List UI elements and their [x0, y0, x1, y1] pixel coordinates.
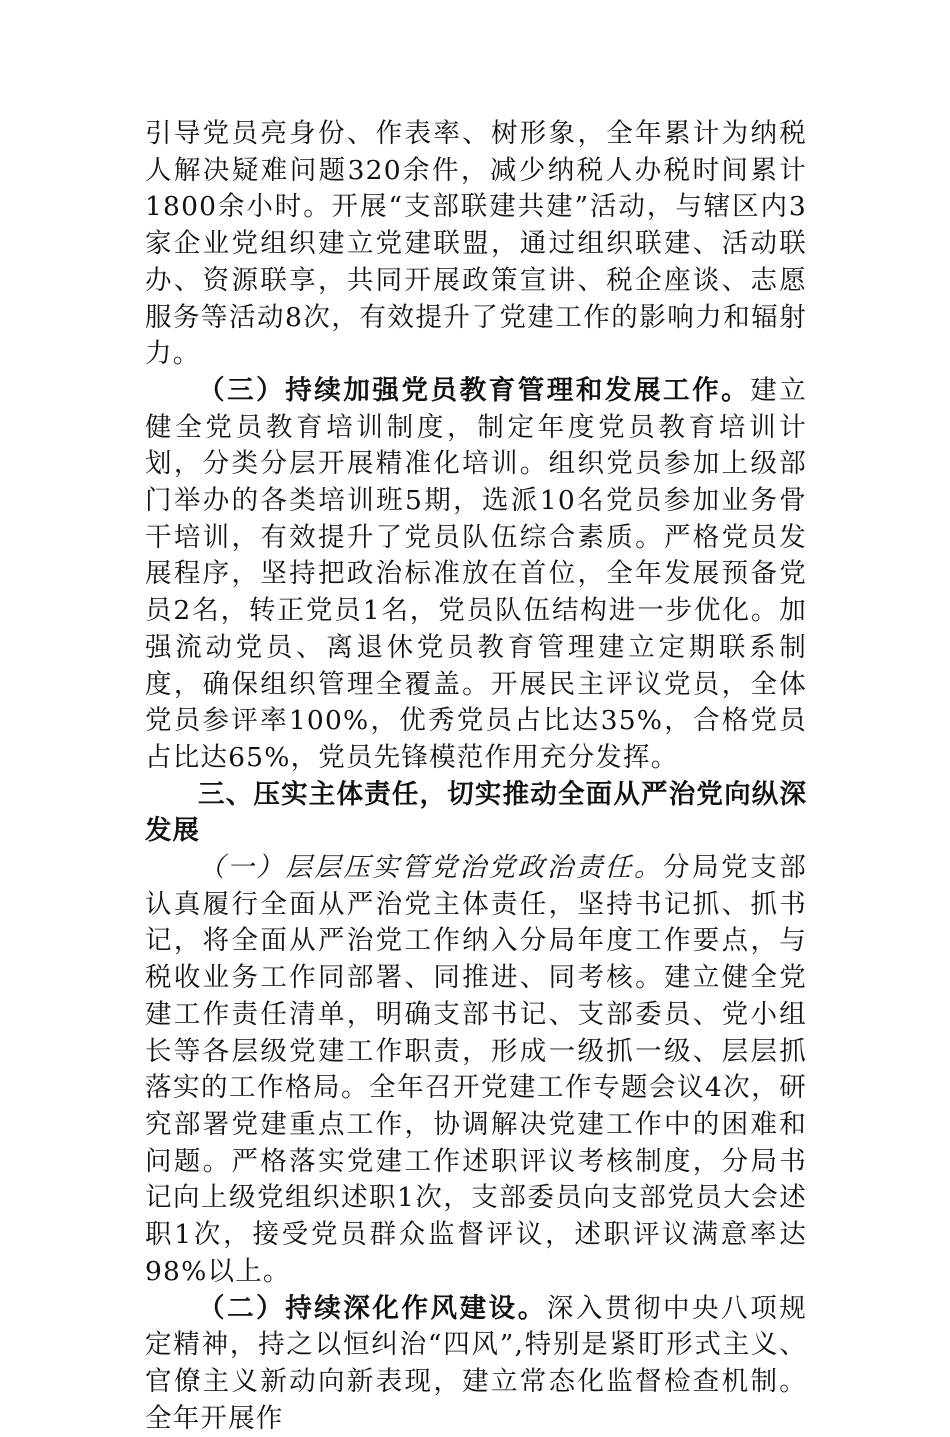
- paragraph-member-education: [145, 373, 807, 777]
- paragraph-lead-heading: （二）持续深化作风建设。: [198, 1293, 547, 1324]
- paragraph-lead-heading: （一）层层压实管党治党政治责任。: [198, 852, 663, 883]
- paragraph-lead-heading: （三）持续加强党员教育管理和发展工作。: [198, 375, 750, 406]
- document-page: [145, 116, 807, 1437]
- section-heading-3: 三、压实主体责任，切实推动全面从严治党向纵深发展: [145, 777, 807, 850]
- paragraph-party-member-service: [145, 116, 807, 373]
- paragraph-text: 建立健全党员教育培训制度，制定年度党员教育培训计划，分类分层开展精准化培训。组织党员参加上级部门举办的各类培训班5期，选派10名党员参加业务骨干培训，有效提升了党员队伍综合素质。严格党员发展程序，坚持把政治标准放在首位，全年发展预备党员2名，转正党员1名，党员队伍结构进一步优化。加强流动党员、离退休党员教育管理建立定期联系制度，确保组织管理全覆盖。开展民主评议党员，全体党员参评率100%，优秀党员占比达35%，合格党员占比达65%，党员先锋模范作用充分发挥。: [145, 375, 807, 773]
- paragraph-political-responsibility: [145, 850, 807, 1290]
- paragraph-text: 引导党员亮身份、作表率、树形象，全年累计为纳税人解决疑难问题320余件，减少纳税人办税时间累计1800余小时。开展“支部联建共建”活动，与辖区内3家企业党组织建立党建联盟，通过组织联建、活动联办、资源联享，共同开展政策宣讲、税企座谈、志愿服务等活动8次，有效提升了党建工作的影响力和辐射力。: [145, 118, 807, 369]
- paragraph-text: 分局党支部认真履行全面从严治党主体责任，坚持书记抓、抓书记，将全面从严治党工作纳入分局年度工作要点，与税收业务工作同部署、同推进、同考核。建立健全党建工作责任清单，明确支部书记、支部委员、党小组长等各层级党建工作职责，形成一级抓一级、层层抓落实的工作格局。全年召开党建工作专题会议4次，研究部署党建重点工作，协调解决党建工作中的困难和问题。严格落实党建工作述职评议考核制度，分局书记向上级党组织述职1次，支部委员向支部党员大会述职1次，接受党员群众监督评议，述职评议满意率达98%以上。: [145, 852, 807, 1287]
- paragraph-text: 深入贯彻中央八项规定精神，持之以恒纠治“四风”,特别是紧盯形式主义、官僚主义新动向新表现，建立常态化监督检查机制。全年开展作: [145, 1293, 807, 1434]
- paragraph-work-style: [145, 1291, 807, 1437]
